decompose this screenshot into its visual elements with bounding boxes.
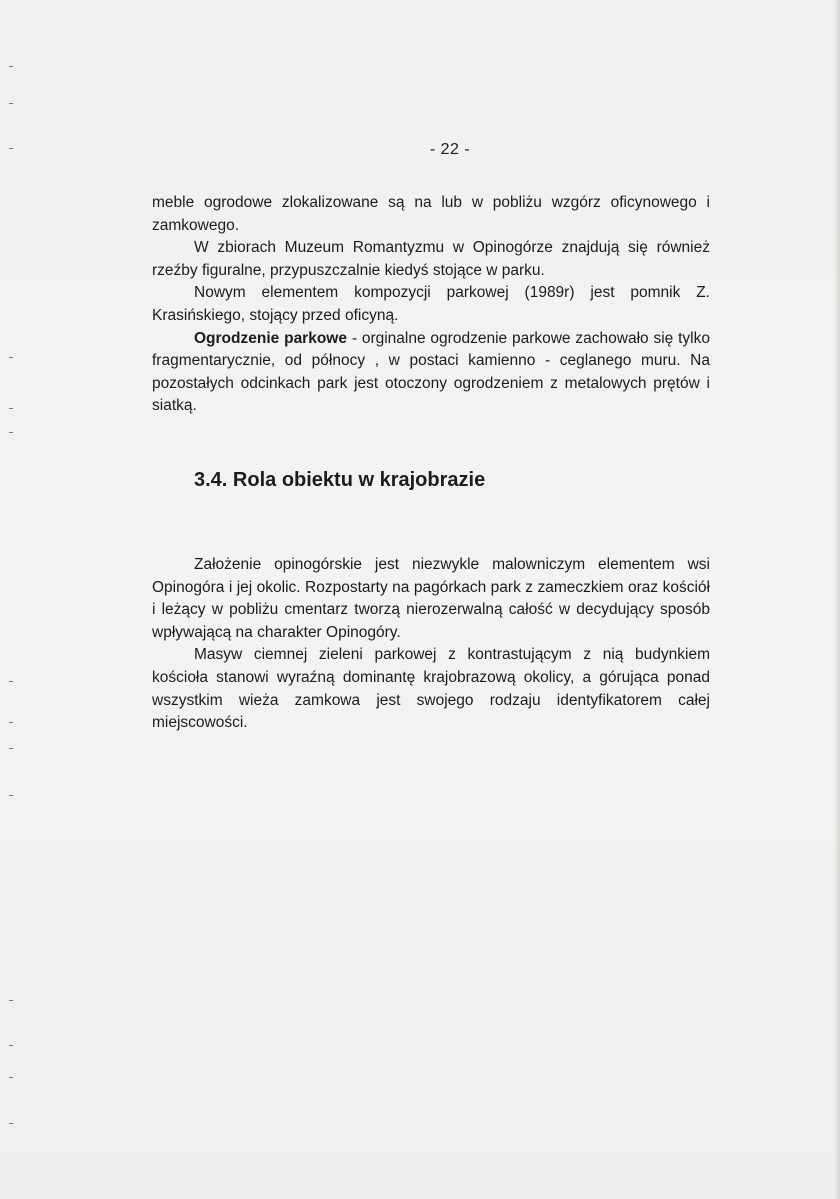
section-heading: 3.4. Rola obiektu w krajobrazie — [194, 469, 486, 491]
paragraph: meble ogrodowe zlokalizowane są na lub w pobliżu wzgórz oficynowego i zamkowego. — [152, 194, 710, 234]
paragraph: Założenie opinogórskie jest niezwykle malowniczym elementem wsi Opinogóra i jej okolic. Rozpostarty na pagórkach park z zameczkiem oraz kościół i leżący w pobliżu cmentarz tworzą nierozerwalną całość w decydujący sposób wpływającą na charakter Opinogóry. — [152, 556, 710, 641]
paragraph: Masyw ciemnej zieleni parkowej z kontrastującym z nią budynkiem kościoła stanowi wyraźną dominantę krajobrazową okolicy, a górująca ponad wszystkim wieża zamkowa jest swojego rodzaju identyfikatorem całej miejscowości. — [152, 646, 710, 732]
page-edge-shadow — [834, 0, 840, 1199]
body-text-top — [152, 192, 710, 418]
paragraph — [152, 328, 710, 418]
paragraph-bold-lead: Ogrodzenie parkowe — [194, 329, 347, 347]
page-number: - 22 - — [429, 141, 471, 158]
body-text-bottom — [152, 554, 710, 735]
paragraph-text: - orginalne ogrodzenie parkowe zachowało się tylko fragmentarycznie, od północy , w postaci kamienno - ceglanego muru. Na pozostałych odcinkach park jest otoczony ogrodzeniem z metalowych prętów i siatką. — [152, 329, 710, 415]
paragraph: W zbiorach Muzeum Romantyzmu w Opinogórze znajdują się również rzeźby figuralne, przypuszczalnie kiedyś stojące w parku. — [152, 239, 710, 279]
paragraph: Nowym elementem kompozycji parkowej (1989r) jest pomnik Z. Krasińskiego, stojący przed oficyną. — [152, 284, 710, 324]
